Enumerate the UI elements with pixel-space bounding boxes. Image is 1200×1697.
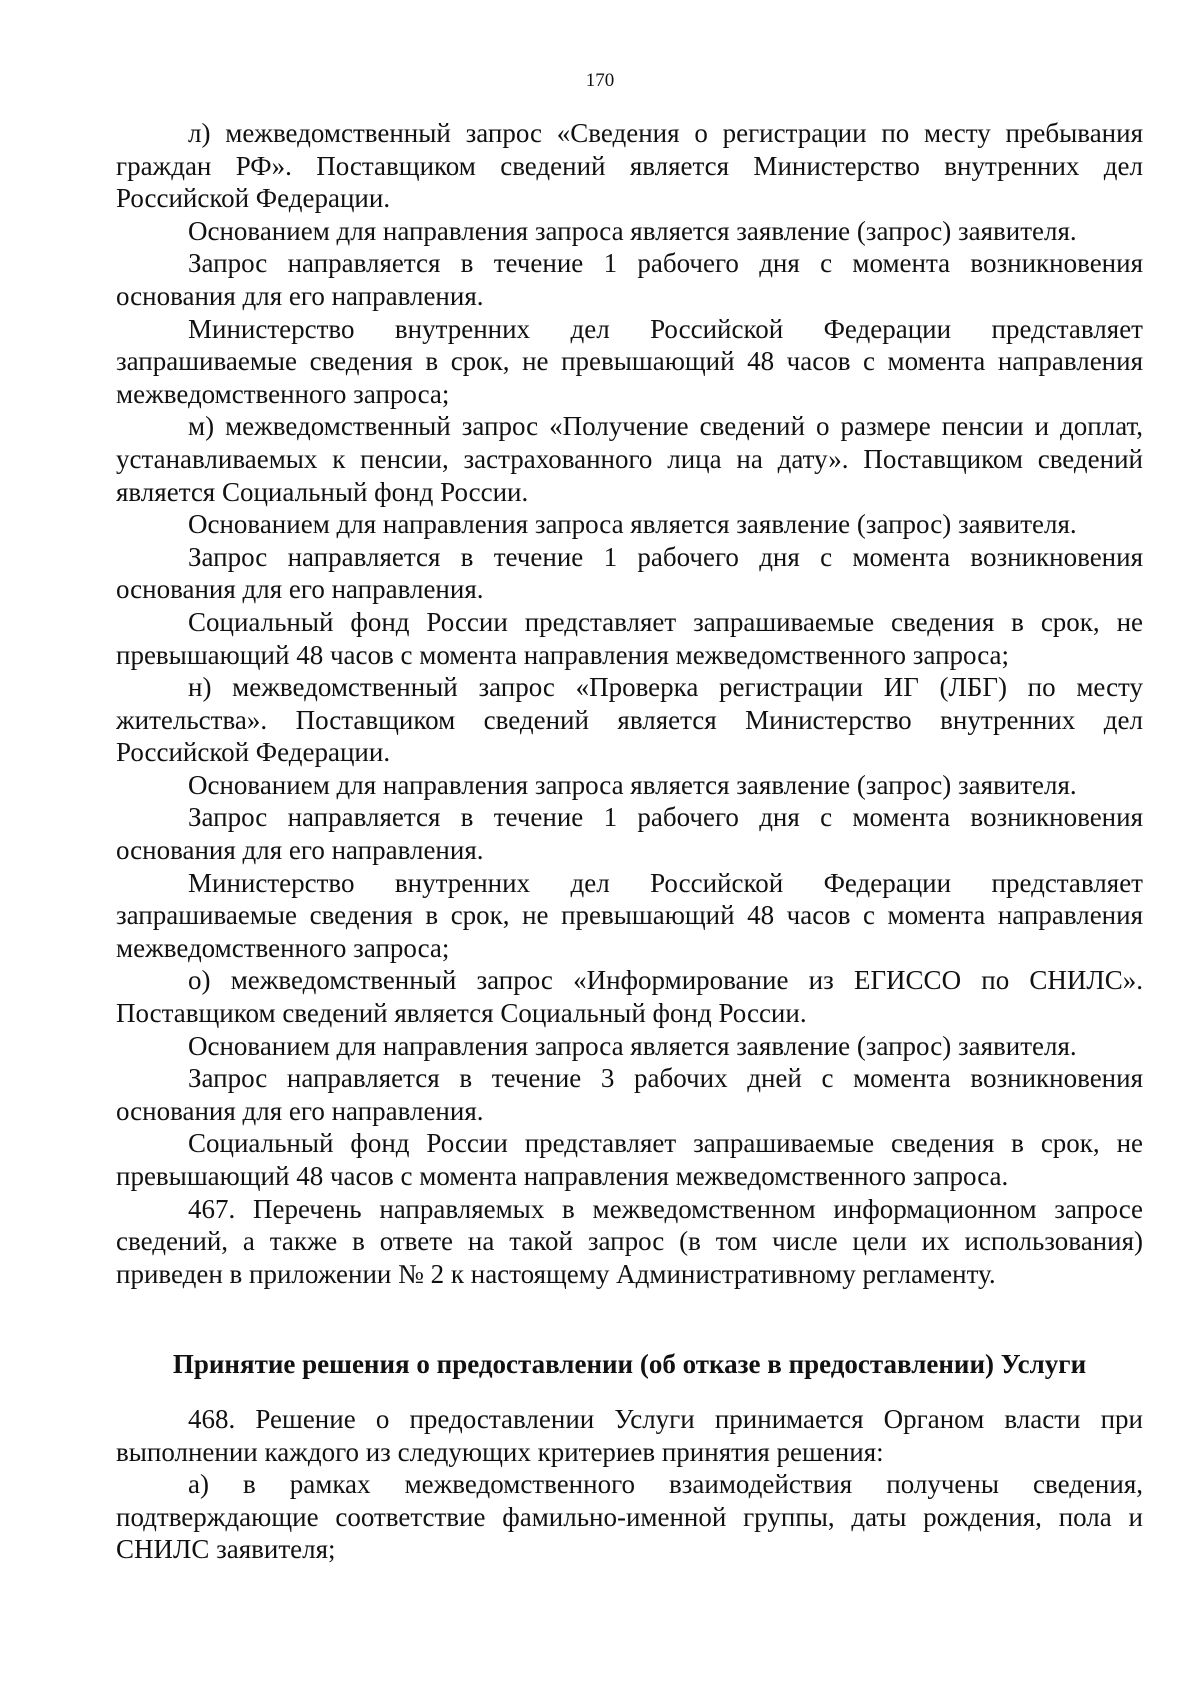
paragraph-basis: Основанием для направления запроса является заявление (запрос) заявителя. [188, 1030, 1077, 1061]
paragraph-basis: Основанием для направления запроса является заявление (запрос) заявителя. [188, 509, 1077, 540]
paragraph-basis: Основанием для направления запроса является заявление (запрос) заявителя. [188, 215, 1077, 246]
paragraph-467: 467. Перечень направляемых в межведомственном информационном запросе сведений, а также в ответе на такой запрос (в том числе цели их использования) приведен в приложении № 2 к настоящему Административному регламенту. [116, 1193, 1143, 1289]
paragraph-timing: Запрос направляется в течение 1 рабочего дня с момента возникновения основания для его направления. [116, 541, 1143, 605]
paragraph-provider-response: Министерство внутренних дел Российской Федерации представляет запрашиваемые сведения в срок, не превышающий 48 часов с момента направления межведомственного запроса; [116, 867, 1143, 963]
paragraph-n-request: н) межведомственный запрос «Проверка регистрации ИГ (ЛБГ) по месту жительства». Поставщиком сведений является Министерство внутренних дел Российской Федерации. [116, 672, 1143, 768]
paragraph-provider-response: Социальный фонд России представляет запрашиваемые сведения в срок, не превышающий 48 часов с момента направления межведомственного запроса; [116, 606, 1143, 670]
paragraph-criterion-a: а) в рамках межведомственного взаимодействия получены сведения, подтверждающие соответствие фамильно-именной группы, даты рождения, пола и СНИЛС заявителя; [116, 1469, 1143, 1565]
document-body [116, 117, 1143, 1566]
paragraph-timing: Запрос направляется в течение 1 рабочего дня с момента возникновения основания для его направления. [116, 248, 1143, 311]
page-number: 170 [585, 70, 615, 91]
paragraph-o-request: о) межведомственный запрос «Информирование из ЕГИССО по СНИЛС». Поставщиком сведений является Социальный фонд России. [116, 965, 1143, 1029]
section-title: Принятие решения о предоставлении (об отказе в предоставлении) Услуги [172, 1349, 1087, 1380]
paragraph-provider-response: Министерство внутренних дел Российской Федерации представляет запрашиваемые сведения в срок, не превышающий 48 часов с момента направления межведомственного запроса; [116, 313, 1143, 409]
paragraph-m-request: м) межведомственный запрос «Получение сведений о размере пенсии и доплат, устанавливаемых к пенсии, застрахованного лица на дату». Поставщиком сведений является Социальный фонд России. [116, 411, 1143, 507]
paragraph-468: 468. Решение о предоставлении Услуги принимается Органом власти при выполнении каждого из следующих критериев принятия решения: [116, 1403, 1143, 1467]
paragraph-l-request: л) межведомственный запрос «Сведения о регистрации по месту пребывания граждан РФ». Поставщиком сведений является Министерство внутренних дел Российской Федерации. [116, 118, 1143, 214]
paragraph-timing: Запрос направляется в течение 1 рабочего дня с момента возникновения основания для его направления. [116, 802, 1143, 866]
paragraph-timing: Запрос направляется в течение 3 рабочих дней с момента возникновения основания для его направления. [116, 1063, 1143, 1126]
paragraph-provider-response: Социальный фонд России представляет запрашиваемые сведения в срок, не превышающий 48 часов с момента направления межведомственного запроса. [116, 1128, 1143, 1191]
paragraph-basis: Основанием для направления запроса является заявление (запрос) заявителя. [188, 769, 1077, 800]
